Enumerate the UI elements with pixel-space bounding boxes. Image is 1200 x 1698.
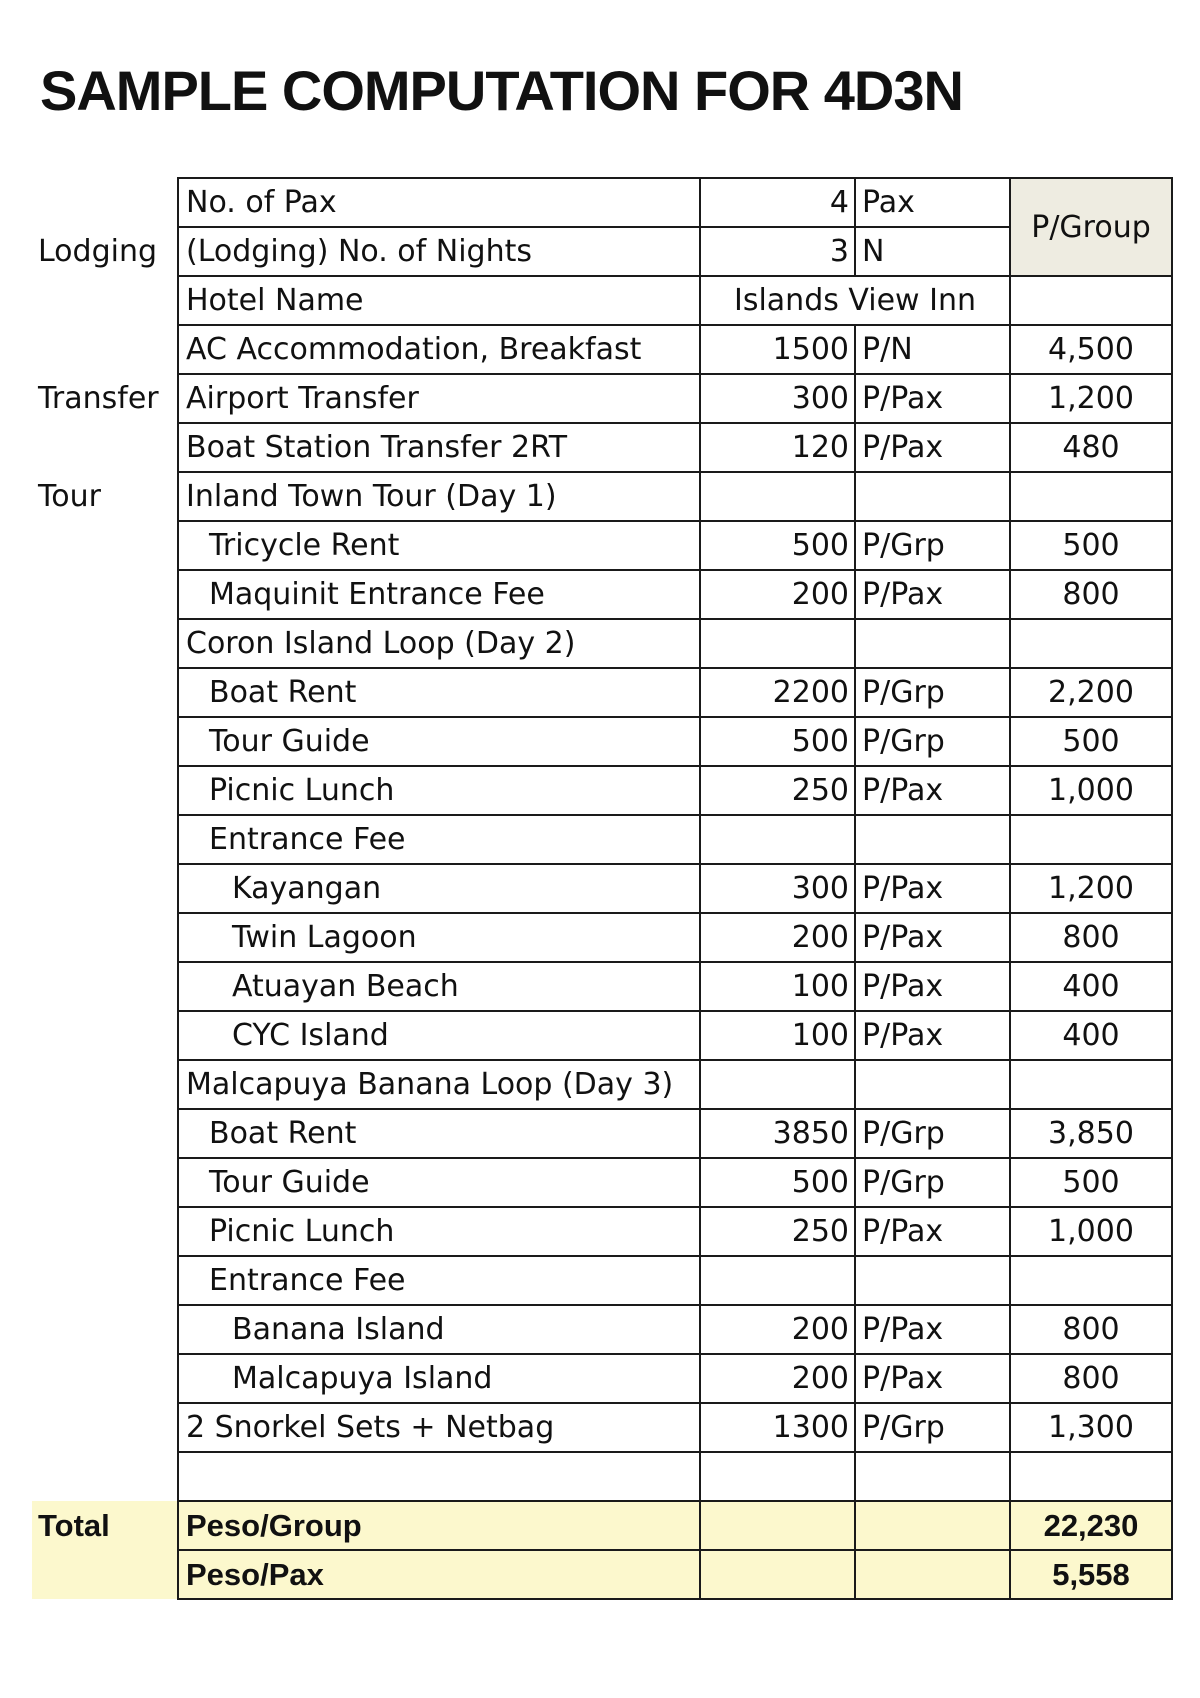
category-cell — [32, 325, 178, 374]
item-rate: 200 — [700, 913, 855, 962]
nights-label: (Lodging) No. of Nights — [178, 227, 700, 276]
category-cell — [32, 1158, 178, 1207]
table-row — [32, 423, 1172, 472]
category-cell — [32, 1207, 178, 1256]
table-row — [32, 374, 1172, 423]
category-cell — [32, 1060, 178, 1109]
item-unit: P/Pax — [855, 913, 1010, 962]
category-cell — [32, 815, 178, 864]
amount-cell — [1010, 276, 1172, 325]
total-group-label: Peso/Group — [178, 1501, 700, 1550]
item-name: Banana Island — [178, 1305, 700, 1354]
item-rate: 500 — [700, 717, 855, 766]
item-amount: 1,000 — [1010, 766, 1172, 815]
item-unit — [855, 1501, 1010, 1550]
item-name: Maquinit Entrance Fee — [178, 570, 700, 619]
item-rate: 200 — [700, 570, 855, 619]
item-name: Picnic Lunch — [178, 1207, 700, 1256]
table-row — [32, 521, 1172, 570]
item-rate: 500 — [700, 1158, 855, 1207]
item-name: Entrance Fee — [178, 1256, 700, 1305]
item-amount: 1,200 — [1010, 374, 1172, 423]
item-name: Malcapuya Banana Loop (Day 3) — [178, 1060, 700, 1109]
item-amount: 800 — [1010, 1354, 1172, 1403]
total-pax-value: 5,558 — [1010, 1550, 1172, 1599]
item-unit: P/Pax — [855, 1305, 1010, 1354]
category-cell — [32, 1256, 178, 1305]
item-name: Inland Town Tour (Day 1) — [178, 472, 700, 521]
item-rate: 250 — [700, 766, 855, 815]
item-unit: P/Pax — [855, 1011, 1010, 1060]
table-row — [32, 766, 1172, 815]
table-row — [32, 1403, 1172, 1452]
category-cell — [32, 1109, 178, 1158]
item-name: CYC Island — [178, 1011, 700, 1060]
item-rate: 3850 — [700, 1109, 855, 1158]
table-row — [32, 1256, 1172, 1305]
category-cell — [32, 962, 178, 1011]
item-unit — [855, 1550, 1010, 1599]
category-cell — [32, 717, 178, 766]
item-name: Entrance Fee — [178, 815, 700, 864]
table-row — [32, 815, 1172, 864]
item-unit — [855, 1256, 1010, 1305]
item-name: Coron Island Loop (Day 2) — [178, 619, 700, 668]
item-amount: 400 — [1010, 1011, 1172, 1060]
item-unit: P/Grp — [855, 717, 1010, 766]
computation-table — [32, 177, 1173, 1600]
table-row — [32, 668, 1172, 717]
item-rate: 1300 — [700, 1403, 855, 1452]
total-group-row — [32, 1501, 1172, 1550]
item-name: Boat Rent — [178, 668, 700, 717]
item-name: Boat Station Transfer 2RT — [178, 423, 700, 472]
nights-value: 3 — [700, 227, 855, 276]
table-row — [32, 1060, 1172, 1109]
item-amount: 400 — [1010, 962, 1172, 1011]
item-unit: P/Grp — [855, 521, 1010, 570]
total-group-value: 22,230 — [1010, 1501, 1172, 1550]
item-name: Kayangan — [178, 864, 700, 913]
item-name: Atuayan Beach — [178, 962, 700, 1011]
item-unit: P/Pax — [855, 962, 1010, 1011]
hotel-value: Islands View Inn — [700, 276, 1010, 325]
table-row — [32, 1207, 1172, 1256]
item-name: Tour Guide — [178, 717, 700, 766]
item-rate: 100 — [700, 1011, 855, 1060]
category-cell — [32, 178, 178, 227]
category-cell — [32, 619, 178, 668]
item-name: Malcapuya Island — [178, 1354, 700, 1403]
item-name: Twin Lagoon — [178, 913, 700, 962]
item-unit: P/Pax — [855, 1207, 1010, 1256]
item-amount: 800 — [1010, 913, 1172, 962]
item-name: Boat Rent — [178, 1109, 700, 1158]
table-row — [32, 178, 1172, 227]
group-column-header: P/Group — [1010, 178, 1172, 276]
category-cell — [32, 1011, 178, 1060]
item-rate — [700, 1060, 855, 1109]
item-rate — [700, 1501, 855, 1550]
item-amount: 500 — [1010, 717, 1172, 766]
item-rate: 2200 — [700, 668, 855, 717]
category-cell — [32, 570, 178, 619]
item-name: Tour Guide — [178, 1158, 700, 1207]
category-cell — [32, 521, 178, 570]
item-amount: 500 — [1010, 1158, 1172, 1207]
table-row — [32, 962, 1172, 1011]
item-name: Tricycle Rent — [178, 521, 700, 570]
item-name: Picnic Lunch — [178, 766, 700, 815]
table-row — [32, 717, 1172, 766]
category-cell — [32, 423, 178, 472]
category-label-transfer: Transfer — [38, 381, 159, 416]
item-rate: 300 — [700, 864, 855, 913]
item-unit — [855, 472, 1010, 521]
item-rate: 200 — [700, 1305, 855, 1354]
item-amount: 1,000 — [1010, 1207, 1172, 1256]
item-rate — [700, 1256, 855, 1305]
category-cell — [32, 766, 178, 815]
total-pax-label: Peso/Pax — [178, 1550, 700, 1599]
item-unit: P/N — [855, 325, 1010, 374]
table-row — [32, 1158, 1172, 1207]
category-label-tour: Tour — [38, 479, 101, 514]
item-rate: 200 — [700, 1354, 855, 1403]
item-unit: P/Grp — [855, 1109, 1010, 1158]
table-row — [32, 1109, 1172, 1158]
item-unit: P/Grp — [855, 1158, 1010, 1207]
table-row — [32, 276, 1172, 325]
item-unit: P/Pax — [855, 570, 1010, 619]
item-amount — [1010, 472, 1172, 521]
item-amount — [1010, 1452, 1172, 1501]
item-name: Airport Transfer — [178, 374, 700, 423]
item-amount: 3,850 — [1010, 1109, 1172, 1158]
item-name: 2 Snorkel Sets + Netbag — [178, 1403, 700, 1452]
category-cell — [32, 1305, 178, 1354]
category-cell — [32, 668, 178, 717]
item-unit: P/Pax — [855, 864, 1010, 913]
item-amount — [1010, 815, 1172, 864]
item-amount: 800 — [1010, 570, 1172, 619]
item-unit — [855, 1452, 1010, 1501]
category-label-lodging: Lodging — [38, 234, 158, 269]
category-cell — [32, 1452, 178, 1501]
item-unit: P/Pax — [855, 766, 1010, 815]
item-rate: 1500 — [700, 325, 855, 374]
item-rate: 300 — [700, 374, 855, 423]
item-rate — [700, 619, 855, 668]
item-rate — [700, 1550, 855, 1599]
category-cell — [32, 1550, 178, 1599]
table-row — [32, 1011, 1172, 1060]
category-cell — [32, 276, 178, 325]
item-rate — [700, 1452, 855, 1501]
item-rate: 120 — [700, 423, 855, 472]
item-amount: 2,200 — [1010, 668, 1172, 717]
item-unit: P/Pax — [855, 374, 1010, 423]
total-pax-row — [32, 1550, 1172, 1599]
pax-label: No. of Pax — [178, 178, 700, 227]
item-unit: P/Grp — [855, 668, 1010, 717]
item-unit: P/Grp — [855, 1403, 1010, 1452]
item-amount: 4,500 — [1010, 325, 1172, 374]
item-amount — [1010, 619, 1172, 668]
item-amount: 1,200 — [1010, 864, 1172, 913]
table-row — [32, 619, 1172, 668]
table-row — [32, 1354, 1172, 1403]
item-name: AC Accommodation, Breakfast — [178, 325, 700, 374]
table-row — [32, 472, 1172, 521]
pax-unit: Pax — [855, 178, 1010, 227]
item-amount — [1010, 1060, 1172, 1109]
item-amount: 500 — [1010, 521, 1172, 570]
item-rate: 500 — [700, 521, 855, 570]
item-unit — [855, 1060, 1010, 1109]
item-amount: 800 — [1010, 1305, 1172, 1354]
page-title: SAMPLE COMPUTATION FOR 4D3N — [40, 59, 963, 122]
category-cell — [32, 913, 178, 962]
table-row — [32, 325, 1172, 374]
category-cell — [32, 1403, 178, 1452]
item-rate: 100 — [700, 962, 855, 1011]
table-row — [32, 913, 1172, 962]
item-amount: 480 — [1010, 423, 1172, 472]
item-unit: P/Pax — [855, 423, 1010, 472]
nights-unit: N — [855, 227, 1010, 276]
blank-row — [32, 1452, 1172, 1501]
table-row — [32, 1305, 1172, 1354]
table-row — [32, 227, 1172, 276]
category-cell — [32, 864, 178, 913]
item-amount — [1010, 1256, 1172, 1305]
pax-value: 4 — [700, 178, 855, 227]
item-name — [178, 1452, 700, 1501]
item-amount: 1,300 — [1010, 1403, 1172, 1452]
category-cell — [32, 1354, 178, 1403]
item-rate — [700, 472, 855, 521]
item-unit — [855, 619, 1010, 668]
item-rate — [700, 815, 855, 864]
hotel-label: Hotel Name — [178, 276, 700, 325]
item-unit: P/Pax — [855, 1354, 1010, 1403]
table-row — [32, 570, 1172, 619]
item-rate: 250 — [700, 1207, 855, 1256]
item-unit — [855, 815, 1010, 864]
table-row — [32, 864, 1172, 913]
category-label-total: Total — [32, 1501, 178, 1550]
